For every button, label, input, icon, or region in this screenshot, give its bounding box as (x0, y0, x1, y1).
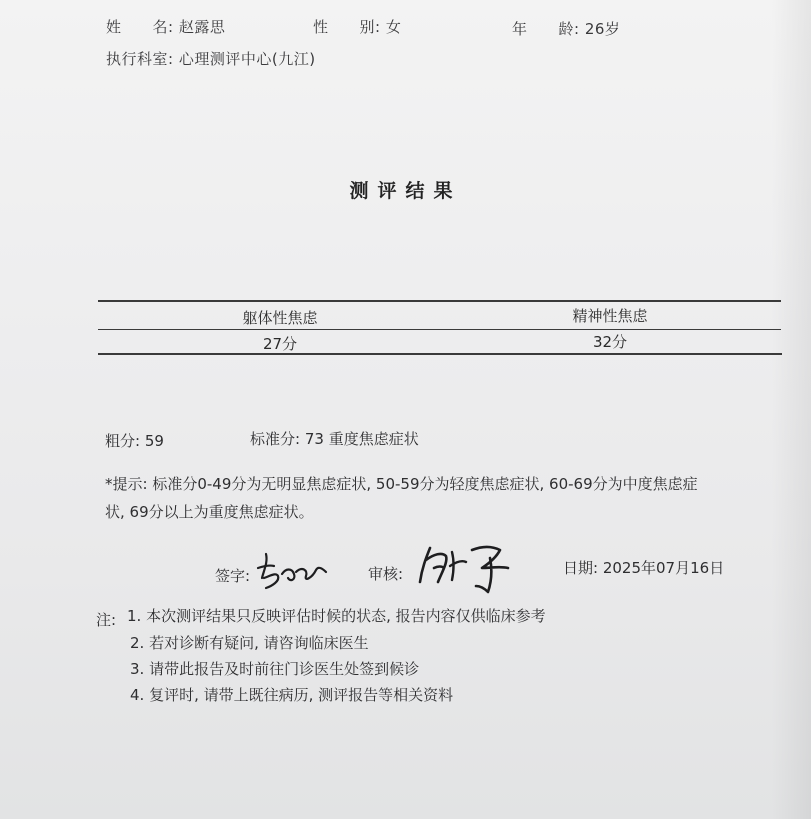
patient-gender-row (313, 16, 401, 37)
table-value-psychic: 32分 (592, 333, 628, 351)
date-value: 2025年07月16日 (602, 559, 725, 577)
gender-label: 性 别: (313, 18, 381, 36)
age-label: 年 龄: (512, 20, 580, 38)
name-label: 姓 名: (106, 18, 174, 36)
note-item-3: 3. 请带此报告及时前往门诊医生处签到候诊 (130, 660, 420, 678)
table-mid-rule (98, 329, 781, 330)
patient-name-row (106, 16, 225, 37)
note-item-1: 1. 本次测评结果只反映评估时候的状态, 报告内容仅供临床参考 (127, 607, 546, 625)
date-label: 日期: (563, 559, 599, 577)
standard-score-value: 73 (304, 430, 324, 448)
date-row (563, 557, 724, 578)
sign-label: 签字: (215, 567, 251, 585)
standard-score-result: 重度焦虑症状 (328, 430, 419, 448)
report-title: 测评结果 (349, 180, 462, 202)
note-item-2: 2. 若对诊断有疑问, 请咨询临床医生 (130, 634, 369, 652)
notes-prefix: 注: (96, 611, 117, 629)
tip-line-1: *提示: 标准分0-49分为无明显焦虑症状, 50-59分为轻度焦虑症状, 60-69分为中度焦虑症 (105, 475, 698, 493)
department-row (106, 48, 316, 69)
raw-score-value: 59 (144, 432, 164, 450)
table-top-rule (98, 300, 781, 302)
raw-score-label: 粗分: (105, 432, 141, 450)
handwritten-signature-icon (252, 548, 332, 594)
tip-line-2: 状, 69分以上为重度焦虑症状。 (105, 503, 314, 521)
department-label: 执行科室: (106, 50, 174, 68)
department-value: 心理测评中心(九江) (178, 50, 316, 68)
note-item-4: 4. 复评时, 请带上既往病历, 测评报告等相关资料 (130, 686, 454, 704)
table-header-psychic: 精神性焦虑 (572, 307, 648, 325)
name-value: 赵露思 (178, 18, 226, 36)
table-header-somatic: 躯体性焦虑 (242, 309, 318, 327)
review-label: 审核: (368, 565, 404, 583)
table-value-somatic: 27分 (262, 335, 298, 353)
patient-age-row (512, 18, 620, 39)
standard-score-row (250, 428, 419, 449)
standard-score-label: 标准分: (250, 430, 301, 448)
age-value: 26岁 (584, 20, 621, 38)
gender-value: 女 (385, 18, 402, 36)
reviewer-signature-icon (416, 538, 520, 596)
page-shadow (771, 0, 811, 819)
raw-score-row (105, 430, 164, 451)
